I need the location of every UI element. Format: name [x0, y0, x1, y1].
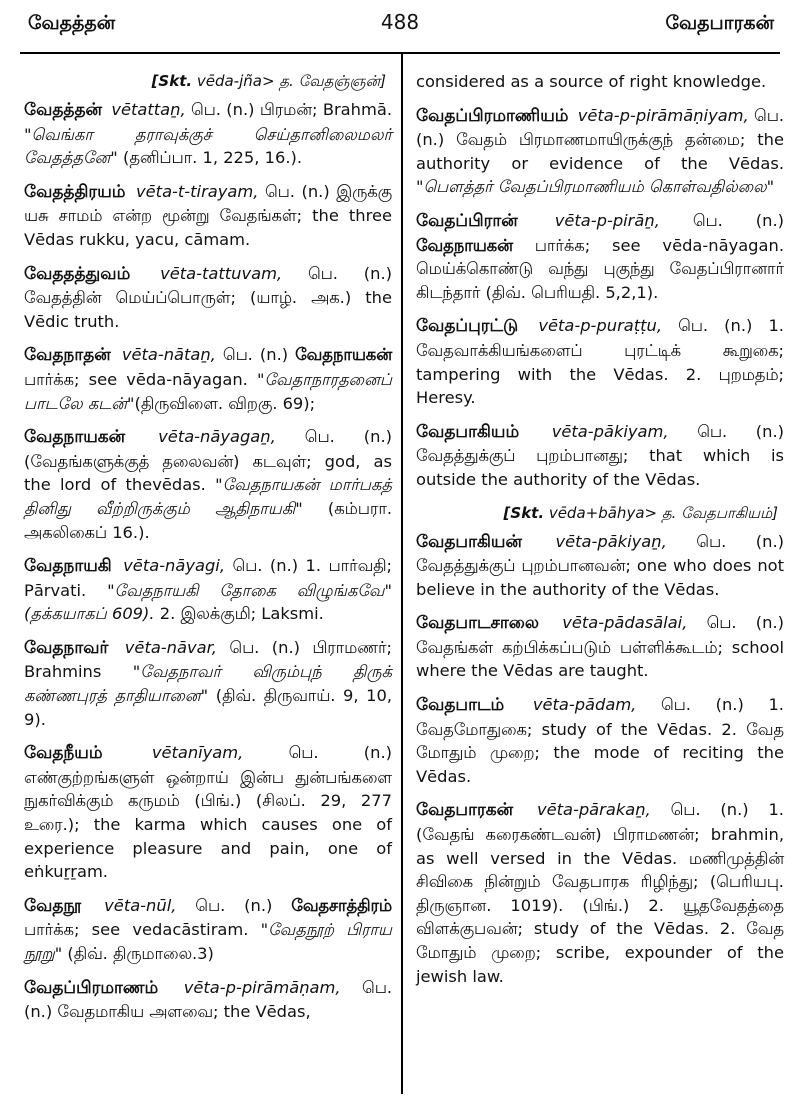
header-left-guide-word: வேதத்தன் [28, 12, 116, 34]
dictionary-entry: வேதபாகியம் vēta-pākiyam, பெ. (n.) வேதத்துக்குப் புறம்பானது; that which is outside the authority of the Vēdas. [416, 421, 784, 489]
dictionary-entry: வேதத்தன் vētattaṉ, பெ. (n.) பிரமன்; Brahmā. "வெங்கா தராவுக்குச் செய்தானிலைமலர் வேதத்தனே" (தனிப்பா. 1, 225, 16.). [24, 100, 392, 168]
dictionary-entry: வேதபாகியன் vēta-pākiyaṉ, பெ. (n.) வேதத்துக்குப் புறம்பானவன்; one who does not believe in the authority of the Vēdas. [416, 531, 784, 599]
headword: வேததத்துவம் [24, 263, 131, 284]
headword: வேதத்தன் [24, 100, 103, 120]
headword: வேதநாயகன் [24, 427, 126, 448]
dictionary-entry: வேதநாயகன் vēta-nāyagaṉ, பெ. (n.) (வேதங்களுக்குத் தலைவன்) கடவுள்; god, as the lord of thevēdas. "வேதநாயகன் மார்பகத் தினிது வீற்றிருக்கும் ஆதிநாயகி" (கம்பரா. அகலிகைப் 16.). [24, 427, 392, 542]
headword: வேதப்புரட்டு [416, 316, 519, 337]
right-column [416, 70, 784, 998]
headword: வேதநீயம் [24, 743, 103, 764]
page-number: 488 [380, 10, 420, 34]
dictionary-entry: வேதநூ vēta-nūl, பெ. (n.) வேதசாத்திரம் பார்க்க; see vedacāstiram. "வேதநூற் பிராய நூறு" (திவ். திருமாலை.3) [24, 895, 392, 963]
headword: வேதப்பிரமாணியம் [416, 105, 569, 126]
dictionary-entry: வேதநீயம் vētanīyam, பெ. (n.) எண்குற்றங்களுள் ஒன்றாய் இன்ப துன்பங்களை நுகர்விக்கும் கருமம் (பிங்.) (சிலப். 29, 277 உரை.); the karma which causes one of experience pleasure and pain, one of eṅkuṟṟam. [24, 743, 392, 882]
headword: வேதநாவர் [24, 637, 109, 658]
headword: வேதப்பிரான் [416, 210, 518, 231]
column-divider [401, 54, 403, 1094]
left-column [24, 70, 392, 1034]
header-rule [20, 52, 780, 54]
page-header [0, 0, 800, 52]
headword: வேதபாகியன் [416, 531, 522, 552]
dictionary-entry: வேதப்பிரமாணியம் vēta-p-pirāmāṇiyam, பெ. (n.) வேதம் பிரமாணமாயிருக்குந் தன்மை; the authority or evidence of the Vēdas. "பௌத்தர் வேதப்பிரமாணியம் கொள்வதில்லை" [416, 105, 784, 197]
dictionary-entry: வேதபாடம் vēta-pādam, பெ. (n.) 1. வேதமோதுகை; study of the Vēdas. 2. வேத மோதும் முறை; the mode of reciting the Vēdas. [416, 695, 784, 786]
headword: வேதபாடசாலை [416, 613, 539, 634]
headword: வேதநாதன் [24, 345, 111, 366]
dictionary-entry: வேதப்புரட்டு vēta-p-puraṭṭu, பெ. (n.) 1. வேதவாக்கியங்களைப் புரட்டிக் கூறுகை; tampering with the Vēdas. 2. புறமதம்; Heresy. [416, 316, 784, 408]
dictionary-entry: வேதப்பிரான் vēta-p-pirāṉ, பெ. (n.) வேதநாயகன் பார்க்க; see vēda-nāyagan. மெய்க்கொண்டு வந்து புகுந்து வேதப்பிரானார் கிடந்தார் (திவ். பெரியதி. 5,2,1). [416, 210, 784, 302]
headword: வேதத்திரயம் [24, 181, 126, 202]
etymology-note: [Skt. vēda-jña> த. வேதஞ்ஞன்] [151, 72, 386, 90]
headword: வேதப்பிரமாணம் [24, 977, 159, 998]
header-right-guide-word: வேதபாரகன் [665, 12, 774, 34]
dictionary-entry: வேதபாடசாலை vēta-pādasālai, பெ. (n.) வேதங்கள் கற்பிக்கப்படும் பள்ளிக்கூடம்; school where the Vēdas are taught. [416, 613, 784, 681]
dictionary-entry: வேதத்திரயம் vēta-t-tirayam, பெ. (n.) இருக்கு யசு சாமம் என்ற மூன்று வேதங்கள்; the three Vēdas rukku, yacu, cāmam. [24, 181, 392, 249]
dictionary-entry: வேதபாரகன் vēta-pārakaṉ, பெ. (n.) 1. (வேதங் கரைகண்டவன்) பிராமணன்; brahmin, as well versed in the Vēdas. மணிமுத்தின் சிவிகை நின்றும் வேதபாரக ரிழிந்து; (பெரியபு. திருஞான. 1019). (பிங்.) 2. யூதவேதத்தை விளக்குபவன்; study of the Vēdas. 2. வேத மோதும் முறை; scribe, expounder of the jewish law. [416, 800, 784, 986]
headword: வேதபாரகன் [416, 800, 514, 821]
dictionary-entry: வேதப்பிரமாணம் vēta-p-pirāmāṇam, பெ. (n.) வேதமாகிய அளவை; the Vēdas, [24, 977, 392, 1022]
etymology-note: [Skt. vēda+bāhya> த. வேதபாகியம்] [503, 503, 778, 522]
dictionary-entry: வேததத்துவம் vēta-tattuvam, பெ. (n.) வேதத்தின் மெய்ப்பொருள்; (யாழ். அக.) the Vēdic truth. [24, 263, 392, 331]
headword: வேதபாகியம் [416, 421, 520, 442]
dictionary-entry: வேதநாதன் vēta-nātaṉ, பெ. (n.) வேதநாயகன் பார்க்க; see vēda-nāyagan. "வேதாநாரதனைப் பாடலே கடன்"(திருவிளை. விறகு. 69); [24, 345, 392, 413]
dictionary-entry: வேதநாவர் vēta-nāvar, பெ. (n.) பிராமணர்; Brahmins "வேதநாவர் விரும்புந் திருக் கண்ணபுரத் தாதியானை" (திவ். திருவாய். 9, 10, 9). [24, 637, 393, 729]
headword: வேதநூ [24, 895, 82, 916]
continued-definition: considered as a source of right knowledge. [416, 72, 767, 91]
headword: வேதநாயகி [24, 556, 112, 577]
headword: வேதபாடம் [416, 695, 505, 716]
dictionary-entry: வேதநாயகி vēta-nāyagi, பெ. (n.) 1. பார்வதி; Pārvati. "வேதநாயகி தோகை விழுங்கவே" (தக்கயாகப் 609). 2. இலக்குமி; Laksmi. [24, 556, 392, 624]
